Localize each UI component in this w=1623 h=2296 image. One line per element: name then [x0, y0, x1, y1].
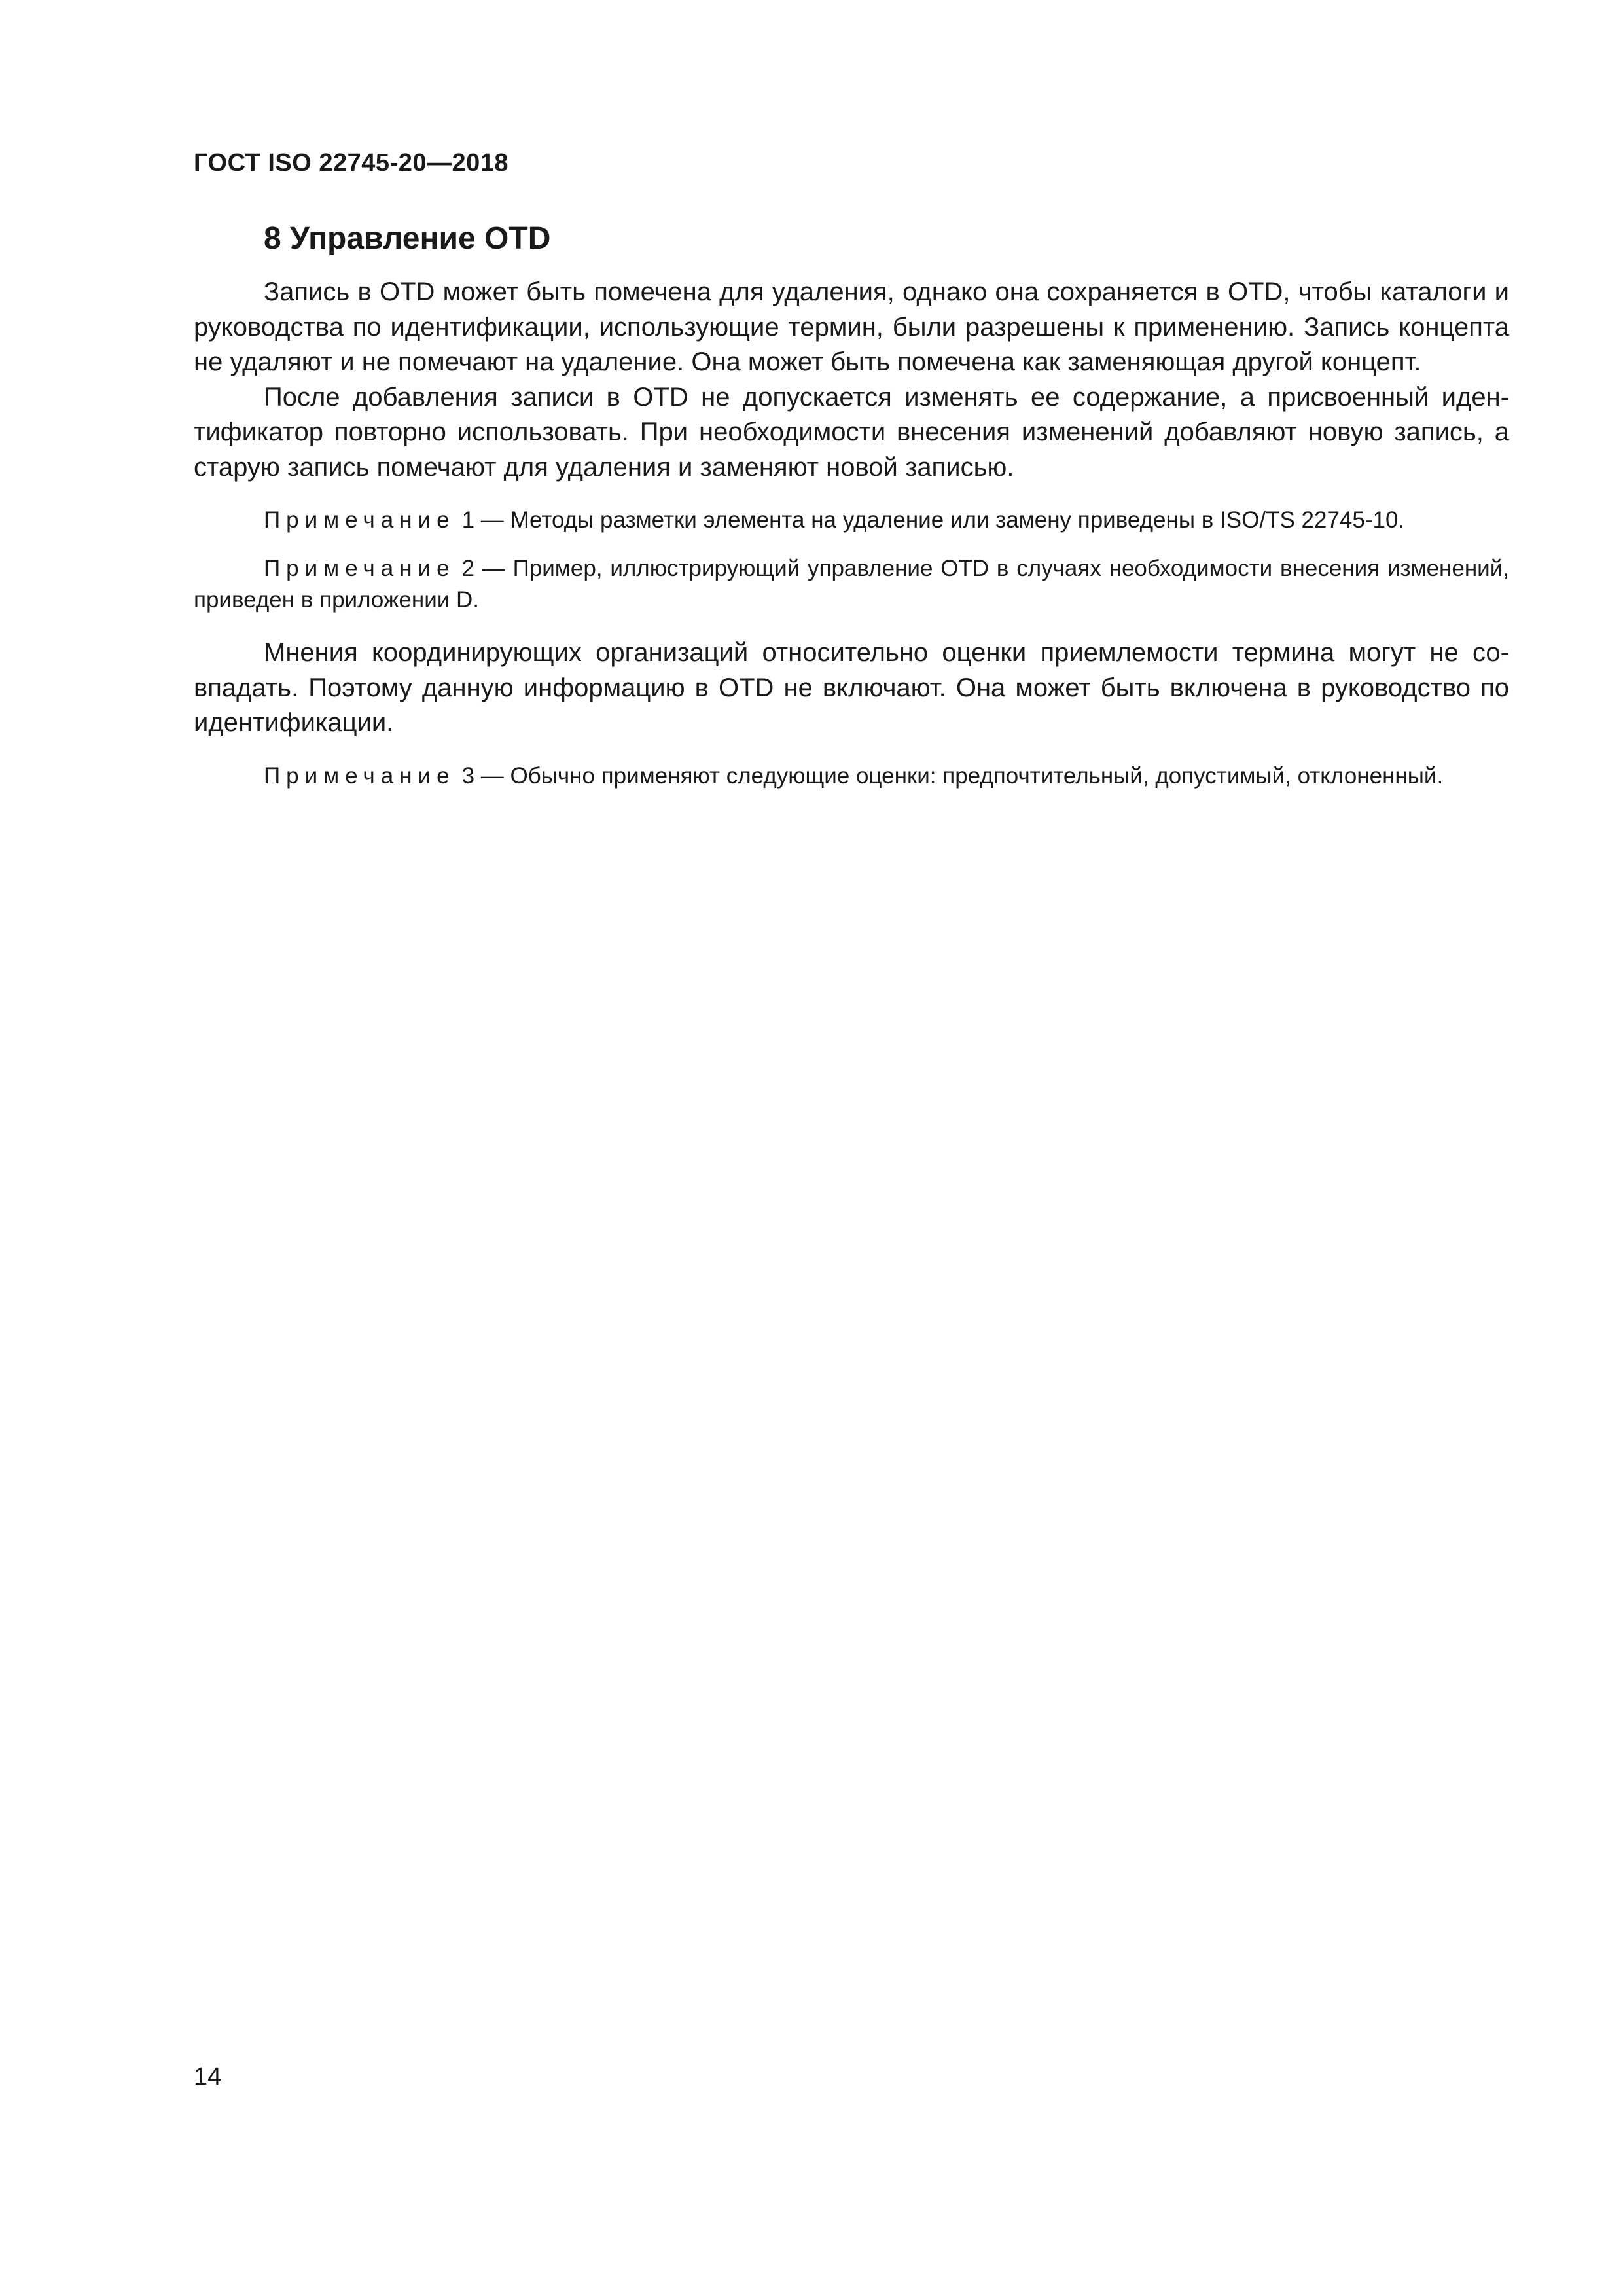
note-3-text: 3 — Обычно применяют следующие оценки: предпочтительный, допустимый, отклоненный. [461, 762, 1444, 789]
document-code-header: ГОСТ ISO 22745-20—2018 [194, 149, 509, 177]
paragraph-2: После добавления записи в OTD не допускается изменять ее содержание, а присвоенный идентификатор повторно использовать. При необходимости внесения изменений добавляют новую запись, а старую запись помечают для удаления и заменяют новой записью. [194, 382, 1509, 482]
note-2-label: Примечание [264, 556, 455, 581]
note-3 [194, 761, 1509, 792]
note-2-text: 2 — Пример, иллюстрирующий управление OTD в случаях необходимости внесения изменений, приведен в приложении D. [194, 556, 1509, 613]
note-3-label: Примечание [264, 762, 455, 789]
note-1 [194, 505, 1509, 536]
note-1-text: 1 — Методы разметки элемента на удаление или замену приведены в ISO/TS 22745-10. [461, 507, 1405, 533]
paragraph-3: Мнения координирующих организаций относительно оценки приемлемости термина могут не совпадать. Поэтому данную информацию в OTD не включают. Она может быть включена в руководство по идентификации. [194, 638, 1509, 737]
note-1-label: Примечание [264, 507, 455, 533]
note-2 [194, 553, 1509, 616]
paragraph-1: Запись в OTD может быть помечена для удаления, однако она сохраняется в OTD, чтобы каталоги и руководства по идентификации, использующие термин, были разрешены к применению. Запись концепта не удаляют и не помечают на удаление. Она может быть помечена как заменяющая другой концепт. [194, 278, 1509, 376]
page-body [194, 216, 1509, 792]
page-number: 14 [194, 2063, 222, 2090]
section-title: 8 Управление OTD [264, 221, 551, 256]
